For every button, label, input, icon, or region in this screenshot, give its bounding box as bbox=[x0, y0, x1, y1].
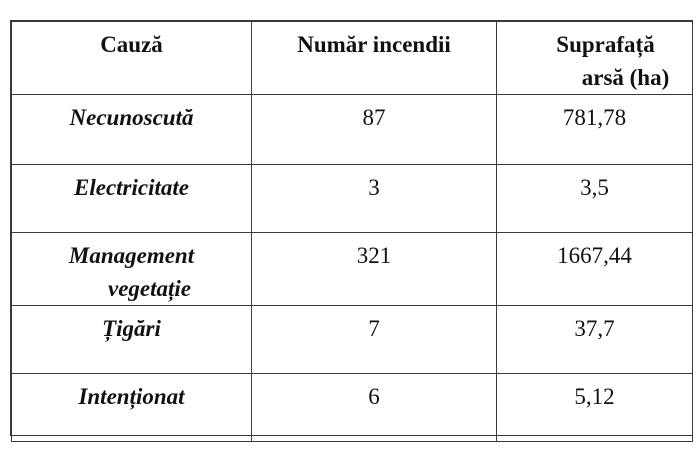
header-row bbox=[12, 22, 693, 95]
header-area bbox=[497, 22, 693, 95]
area-cell: 37,7 bbox=[497, 306, 693, 374]
count-cell: 87 bbox=[252, 95, 497, 165]
cause-cell: Intenționat bbox=[12, 374, 252, 442]
cause-cell: Electricitate bbox=[12, 165, 252, 233]
count-cell: 321 bbox=[252, 233, 497, 306]
data-table bbox=[11, 21, 693, 442]
table-row bbox=[12, 233, 693, 306]
cause-cell: Țigări bbox=[12, 306, 252, 374]
cause-cell bbox=[12, 233, 252, 306]
header-area-line1: Suprafață bbox=[556, 32, 655, 57]
area-cell: 1667,44 bbox=[497, 233, 693, 306]
area-cell: 3,5 bbox=[497, 165, 693, 233]
cause-line2: vegetație bbox=[107, 276, 191, 301]
table-row bbox=[12, 165, 693, 233]
count-cell: 6 bbox=[252, 374, 497, 442]
header-area-line2: arsă (ha) bbox=[581, 65, 670, 90]
cause-line1: Management bbox=[68, 243, 195, 268]
area-cell: 5,12 bbox=[497, 374, 693, 442]
table-row bbox=[12, 306, 693, 374]
fire-causes-table bbox=[10, 20, 693, 436]
table-row bbox=[12, 95, 693, 165]
header-cause: Cauză bbox=[12, 22, 252, 95]
count-cell: 7 bbox=[252, 306, 497, 374]
area-cell: 781,78 bbox=[497, 95, 693, 165]
cause-cell: Necunoscută bbox=[12, 95, 252, 165]
header-count: Număr incendii bbox=[252, 22, 497, 95]
table-row bbox=[12, 374, 693, 442]
count-cell: 3 bbox=[252, 165, 497, 233]
